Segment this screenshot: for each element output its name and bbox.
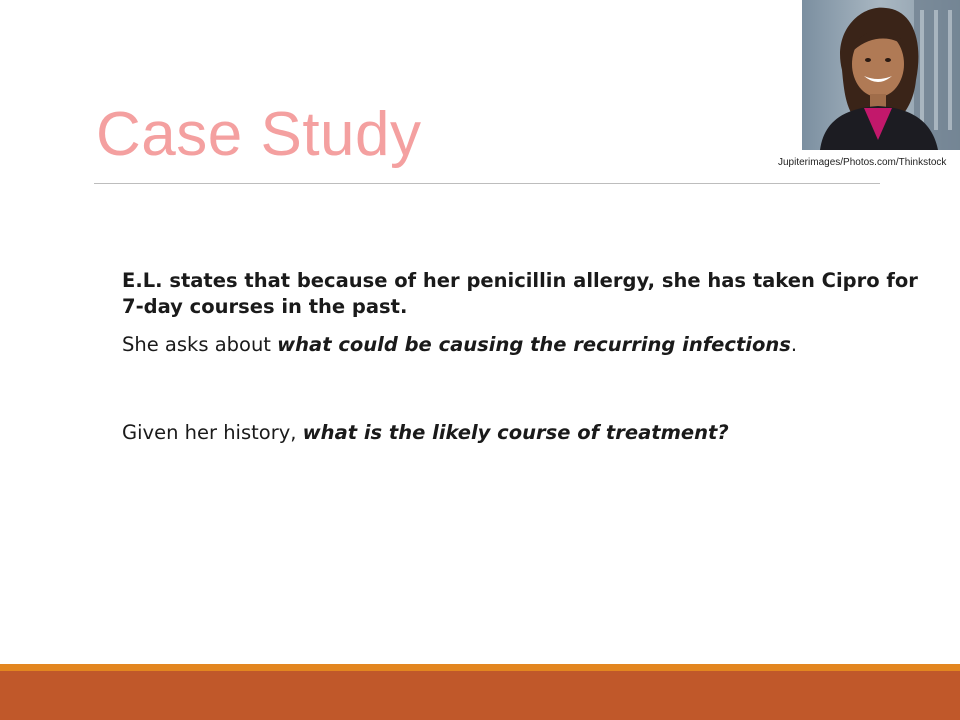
paragraph-question-treatment: [122, 420, 932, 446]
question-cause-tail: .: [790, 333, 798, 356]
slide-title: Case Study: [96, 100, 422, 169]
title-divider: [94, 183, 880, 184]
footer-accent-band-top: [0, 664, 960, 671]
slide-body: [122, 268, 932, 446]
question-cause-lead: She asks about: [122, 333, 278, 356]
question-treatment-lead: Given her history,: [122, 421, 303, 444]
paragraph-allergy-history: E.L. states that because of her penicillin allergy, she has taken Cipro for 7-day courses in the past.: [122, 269, 918, 318]
question-treatment-emphasis: what is the likely course of treatment?: [302, 421, 729, 444]
question-cause-emphasis: what could be causing the recurring infections: [277, 333, 791, 356]
paragraph-question-cause: [122, 332, 932, 358]
portrait-illustration: [802, 0, 960, 150]
footer-accent-band-bottom: [0, 671, 960, 720]
portrait-photo: [802, 0, 960, 150]
photo-credit: Jupiterimages/Photos.com/Thinkstock: [778, 157, 947, 168]
